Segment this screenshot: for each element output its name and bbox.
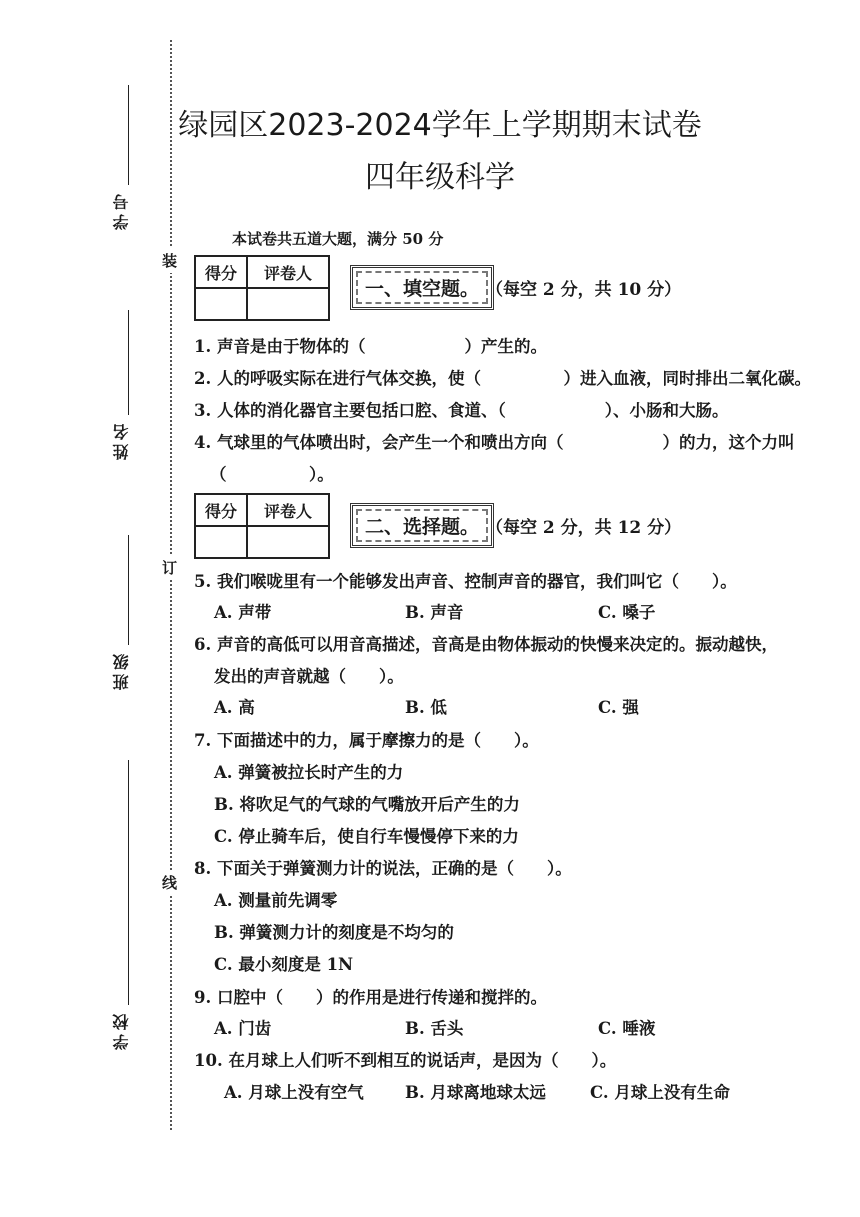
grader-header: 评卷人 (247, 494, 329, 526)
score-header: 得分 (195, 494, 247, 526)
q7-option-a: A. 弹簧被拉长时产生的力 (214, 763, 404, 782)
q9-option-a: A. 门齿 (214, 1019, 272, 1038)
exam-subtitle: 四年级科学 (365, 160, 515, 195)
question-1: 1. 声音是由于物体的（ ）产生的。 (194, 337, 547, 356)
q8-option-c: C. 最小刻度是 1N (214, 955, 354, 974)
name-line (128, 310, 129, 415)
q6-option-a: A. 高 (214, 698, 255, 717)
q5-option-c: C. 嗓子 (598, 603, 656, 622)
score-header: 得分 (195, 256, 247, 288)
section1-note: （每空 2 分，共 10 分） (486, 280, 682, 300)
question-4-cont: （ ）。 (210, 465, 334, 484)
q5-option-a: A. 声带 (214, 603, 272, 622)
exam-intro: 本试卷共五道大题，满分 50 分 (232, 230, 444, 248)
score-table-2 (194, 493, 330, 559)
question-3: 3. 人体的消化器官主要包括口腔、食道、（ ）、小肠和大肠。 (194, 401, 729, 420)
score-cell[interactable] (195, 526, 247, 558)
binding-dotted-line (170, 40, 172, 1130)
q6-option-b: B. 低 (405, 698, 447, 717)
exam-title: 绿园区2023-2024学年上学期期末试卷 (178, 108, 702, 143)
question-7: 7. 下面描述中的力，属于摩擦力的是（ ）。 (194, 731, 539, 750)
binding-char-ding: 订 (162, 555, 177, 580)
question-5: 5. 我们喉咙里有一个能够发出声音、控制声音的器官，我们叫它（ ）。 (194, 572, 737, 591)
q10-option-c: C. 月球上没有生命 (590, 1083, 730, 1102)
q8-option-b: B. 弹簧测力计的刻度是不均匀的 (214, 923, 454, 942)
section2-badge: 二、选择题。 (350, 503, 494, 548)
q8-option-a: A. 测量前先调零 (214, 891, 338, 910)
binding-char-xian: 线 (162, 870, 177, 895)
grader-header: 评卷人 (247, 256, 329, 288)
question-6-cont: 发出的声音就越（ ）。 (214, 667, 404, 686)
question-9: 9. 口腔中（ ）的作用是进行传递和搅拌的。 (194, 988, 547, 1007)
q7-option-b: B. 将吹足气的气球的气嘴放开后产生的力 (214, 795, 520, 814)
grader-cell[interactable] (247, 526, 329, 558)
student-id-label: 学号 (112, 190, 131, 230)
question-2: 2. 人的呼吸实际在进行气体交换，使（ ）进入血液，同时排出二氧化碳。 (194, 369, 811, 388)
name-label: 姓名 (112, 420, 131, 460)
score-cell[interactable] (195, 288, 247, 320)
question-4: 4. 气球里的气体喷出时，会产生一个和喷出方向（ ）的力，这个力叫 (194, 433, 795, 452)
class-line (128, 535, 129, 645)
question-8: 8. 下面关于弹簧测力计的说法，正确的是（ ）。 (194, 859, 572, 878)
binding-char-zhuang: 装 (162, 248, 177, 273)
q10-option-a: A. 月球上没有空气 (224, 1083, 364, 1102)
q6-option-c: C. 强 (598, 698, 639, 717)
q7-option-c: C. 停止骑车后，使自行车慢慢停下来的力 (214, 827, 519, 846)
q5-option-b: B. 声音 (405, 603, 464, 622)
question-10: 10. 在月球上人们听不到相互的说话声，是因为（ ）。 (194, 1051, 617, 1070)
student-id-line (128, 85, 129, 185)
school-label: 学校 (112, 1010, 131, 1050)
grader-cell[interactable] (247, 288, 329, 320)
q10-option-b: B. 月球离地球太远 (405, 1083, 546, 1102)
section2-note: （每空 2 分，共 12 分） (486, 518, 682, 538)
section1-badge: 一、填空题。 (350, 265, 494, 310)
school-line (128, 760, 129, 1005)
q9-option-c: C. 唾液 (598, 1019, 656, 1038)
question-6: 6. 声音的高低可以用音高描述，音高是由物体振动的快慢来决定的。振动越快， (194, 635, 778, 654)
class-label: 班级 (112, 650, 131, 690)
q9-option-b: B. 舌头 (405, 1019, 464, 1038)
score-table-1 (194, 255, 330, 321)
